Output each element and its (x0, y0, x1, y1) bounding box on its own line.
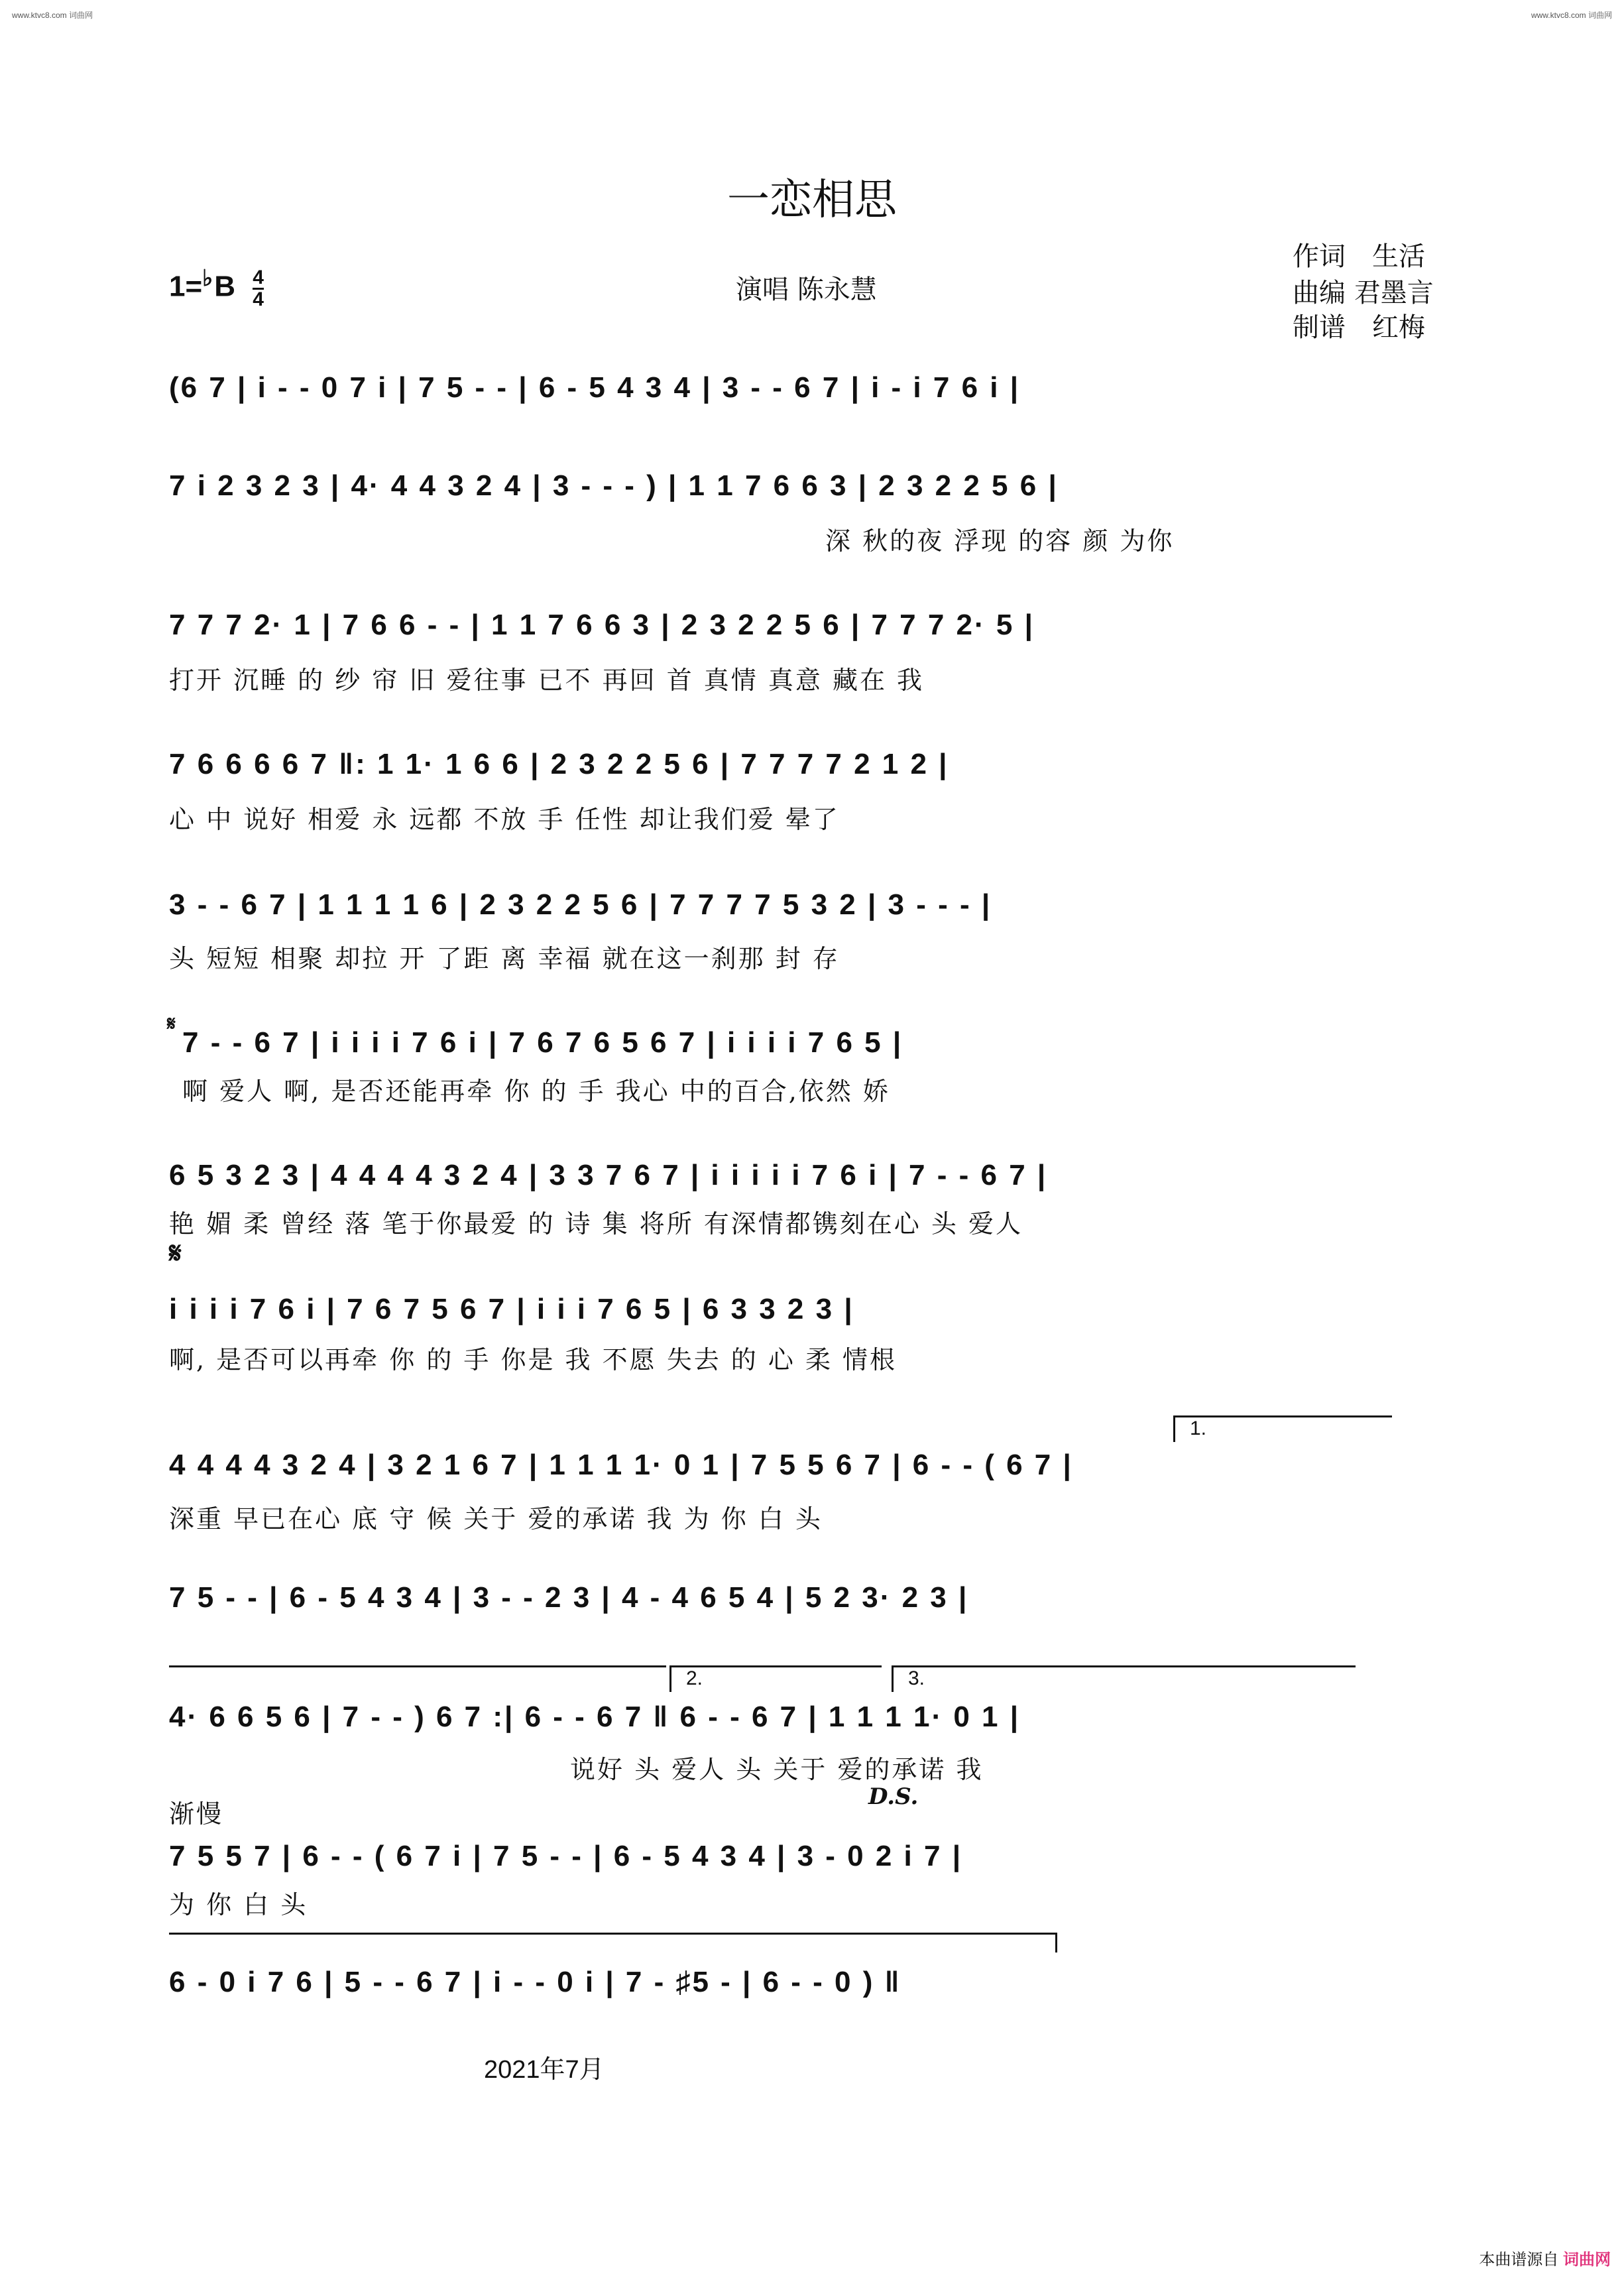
score-line-11-lyrics: 说好 头 爱人 头 关于 爱的承诺 我 (570, 1755, 984, 1784)
dal-segno-mark: D.S. (868, 1783, 919, 1810)
ending-2-label: 2. (686, 1667, 703, 1689)
score-line-3-lyrics: 打开 沉睡 的 纱 帘 旧 爱往事 已不 再回 首 真情 真意 藏在 我 (169, 666, 925, 695)
ending-3-label: 3. (908, 1667, 925, 1689)
key-note: B (214, 270, 235, 303)
footer-brand-link[interactable]: 词曲网 (1563, 2251, 1611, 2269)
score-line-2-lyrics: 深 秋的夜 浮现 的容 颜 为你 (825, 526, 1175, 556)
score-line-5-lyrics: 头 短短 相聚 却拉 开 了距 离 幸福 就在这一刹那 封 存 (169, 944, 840, 973)
arranger-credit: 曲编 君墨言 (1293, 278, 1434, 308)
score-line-9-notes: 4 4 4 4 3 2 4 | 3 2 1 6 7 | 1 1 1 1· 0 1 | 7 5 5 6 7 | 6 - - ( 6 7 | (169, 1449, 1073, 1481)
score-line-5-notes: 3 - - 6 7 | 1 1 1 1 6 | 2 3 2 2 5 6 | 7 7 7 7 5 3 2 | 3 - - - | (169, 888, 992, 921)
ending-3-bracket-edge (892, 1665, 894, 1692)
final-line-bracket (169, 1933, 1057, 1935)
header-watermark-left: www.ktvc8.com 词曲网 (12, 11, 93, 20)
flat-sign: ♭ (202, 266, 213, 291)
score-line-6-lyrics: 啊 爱人 啊, 是否还能再牵 你 的 手 我心 中的百合,依然 娇 (182, 1077, 890, 1106)
tempo-marking: 渐慢 (169, 1799, 224, 1829)
score-line-3-notes: 7 7 7 2· 1 | 7 6 6 - - | 1 1 7 6 6 3 | 2 3 2 2 5 6 | 7 7 7 2· 5 | (169, 609, 1035, 641)
singer-credit: 演唱 陈永慧 (736, 274, 877, 305)
score-line-12-notes: 7 5 5 7 | 6 - - ( 6 7 i | 7 5 - - | 6 - 5 4 3 4 | 3 - 0 2 i 7 | (169, 1840, 963, 1872)
footer-source (1479, 2246, 1611, 2269)
key-signature (169, 265, 264, 310)
time-signature-bottom: 4 (253, 288, 264, 310)
score-line-13-notes: 6 - 0 i 7 6 | 5 - - 6 7 | i - - 0 i | 7 - ♯5 - | 6 - - 0 ) ‖ (169, 1966, 901, 1998)
score-line-7-notes: 6 5 3 2 3 | 4 4 4 4 3 2 4 | 3 3 7 6 7 | i i i i i 7 6 i | 7 - - 6 7 | (169, 1159, 1048, 1191)
score-line-8-notes: i i i i 7 6 i | 7 6 7 5 6 7 | i i i 7 6 5 | 6 3 3 2 3 | (169, 1293, 854, 1325)
time-signature (253, 268, 264, 310)
final-line-bracket-edge (1055, 1933, 1057, 1953)
segno-mark: 𝄋 (169, 1236, 182, 1270)
score-line-1-notes: (6 7 | i - - 0 7 i | 7 5 - - | 6 - 5 4 3 4 | 3 - - 6 7 | i - i 7 6 i | (169, 371, 1021, 404)
score-line-8-lyrics: 啊, 是否可以再牵 你 的 手 你是 我 不愿 失去 的 心 柔 情根 (169, 1345, 898, 1374)
key-prefix: 1= (169, 270, 203, 303)
ending-1-bracket-edge (1173, 1415, 1175, 1442)
score-line-4-notes: 7 6 6 6 6 7 ‖: 1 1· 1 6 6 | 2 3 2 2 5 6 | 7 7 7 7 2 1 2 | (169, 748, 949, 780)
date-label: 2021年7月 (484, 2056, 605, 2084)
score-line-2-notes: 7 i 2 3 2 3 | 4· 4 4 3 2 4 | 3 - - - ) | 1 1 7 6 6 3 | 2 3 2 2 5 6 | (169, 469, 1059, 502)
ending-1-label: 1. (1190, 1417, 1207, 1439)
footer-text: 本曲谱源自 (1479, 2251, 1559, 2269)
segno-small-mark: 𝄋 (167, 1013, 176, 1035)
time-signature-top: 4 (253, 266, 264, 288)
ending-3-bracket (892, 1665, 1356, 1667)
score-line-9-lyrics: 深重 早已在心 底 守 候 关于 爱的承诺 我 为 你 白 头 (169, 1504, 823, 1533)
score-line-12-lyrics: 为 你 白 头 (169, 1890, 308, 1919)
score-line-6-notes: 7 - - 6 7 | i i i i 7 6 i | 7 6 7 6 5 6 7 | i i i i 7 6 5 | (182, 1026, 903, 1059)
score-line-4-lyrics: 心 中 说好 相爱 永 远都 不放 手 任性 却让我们爱 晕了 (169, 805, 840, 834)
lyricist-credit: 作词 生活 (1293, 241, 1425, 272)
repeat-span-bracket (169, 1665, 666, 1667)
score-line-7-lyrics: 艳 媚 柔 曾经 落 笔于你最爱 的 诗 集 将所 有深情都镌刻在心 头 爱人 (169, 1209, 1023, 1238)
ending-2-bracket-edge (669, 1665, 671, 1692)
header-watermark-right: www.ktvc8.com 词曲网 (1531, 11, 1612, 20)
song-title: 一恋相思 (727, 176, 897, 225)
score-line-11-notes: 4· 6 6 5 6 | 7 - - ) 6 7 :| 6 - - 6 7 ‖ 6 - - 6 7 | 1 1 1 1· 0 1 | (169, 1701, 1021, 1733)
score-line-10-notes: 7 5 - - | 6 - 5 4 3 4 | 3 - - 2 3 | 4 - 4 6 5 4 | 5 2 3· 2 3 | (169, 1581, 969, 1614)
transcriber-credit: 制谱 红梅 (1293, 312, 1425, 343)
